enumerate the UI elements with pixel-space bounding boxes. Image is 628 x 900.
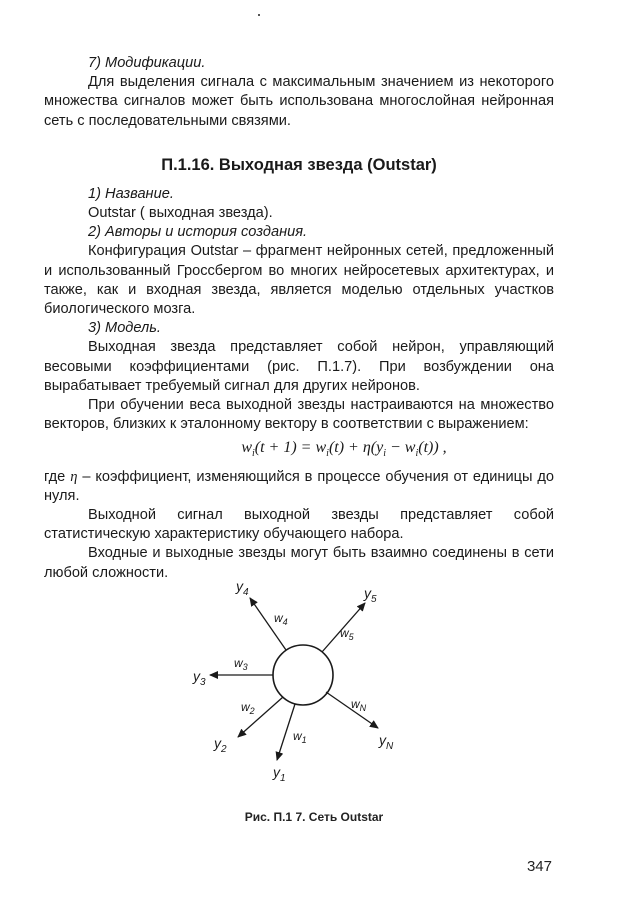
page-number: 347 [526, 858, 552, 875]
label-w3: $w_3$ [234, 656, 248, 672]
name-text: Outstar ( выходная звезда). [88, 205, 273, 222]
label-y3: $y_3$ [193, 668, 206, 688]
label-y1: $y_1$ [273, 764, 286, 784]
learning-equation: $w_i(t + 1) = w_i(t) + \eta(y_i - w_i(t))$ , [241, 439, 447, 460]
model-paragraph-2: При обучении веса выходной звезды настраиваются на множество векторов, близких к эталонному вектору в соответствии с выражением: [44, 397, 554, 433]
label-w5: $w_5$ [340, 626, 354, 642]
label-w1: $w_1$ [293, 729, 307, 745]
label-y5: $y_5$ [364, 585, 377, 605]
section-heading: П.1.16. Выходная звезда (Outstar) [161, 155, 437, 174]
model-paragraph-4: Выходной сигнал выходной звезды представляет собой статистическую характеристику обучающего набора. [44, 507, 554, 543]
label-y2: $y_2$ [214, 735, 227, 755]
label-yN: $y_N$ [379, 732, 394, 752]
figure-caption: Рис. П.1 7. Сеть Outstar [244, 810, 384, 824]
model-title: 3) Модель. [88, 320, 161, 337]
neuron-circle [273, 645, 333, 705]
label-w4: $w_4$ [274, 611, 288, 627]
model-paragraph-1: Выходная звезда представляет собой нейрон, управляющий весовыми коэффициентами (рис. П.1.7). При возбуждении она вырабатывает требуемый сигнал для других нейронов. [44, 339, 554, 394]
authors-title: 2) Авторы и история создания. [88, 224, 308, 241]
modifications-text: Для выделения сигнала с максимальным значением из некоторого множества сигналов может быть использована многослойная нейронная сеть с последовательными связями. [44, 74, 554, 129]
modifications-title: 7) Модификации. [88, 55, 206, 71]
model-paragraph-3: где η – коэффициент, изменяющийся в процессе обучения от единицы до нуля. [44, 468, 554, 504]
model-paragraph-5: Входные и выходные звезды могут быть взаимно соединены в сети любой сложности. [44, 545, 554, 581]
authors-text: Конфигурация Outstar – фрагмент нейронных сетей, предложенный и использованный Гроссбергом во многих нейросетевых архитектурах, и также, как и входная звезда, является моделью отдельных участков биологического мозга. [44, 243, 554, 318]
label-w2: $w_2$ [241, 700, 255, 716]
label-y4: $y_4$ [236, 578, 249, 598]
label-wN: $w_N$ [351, 697, 367, 713]
name-title: 1) Название. [88, 185, 174, 202]
